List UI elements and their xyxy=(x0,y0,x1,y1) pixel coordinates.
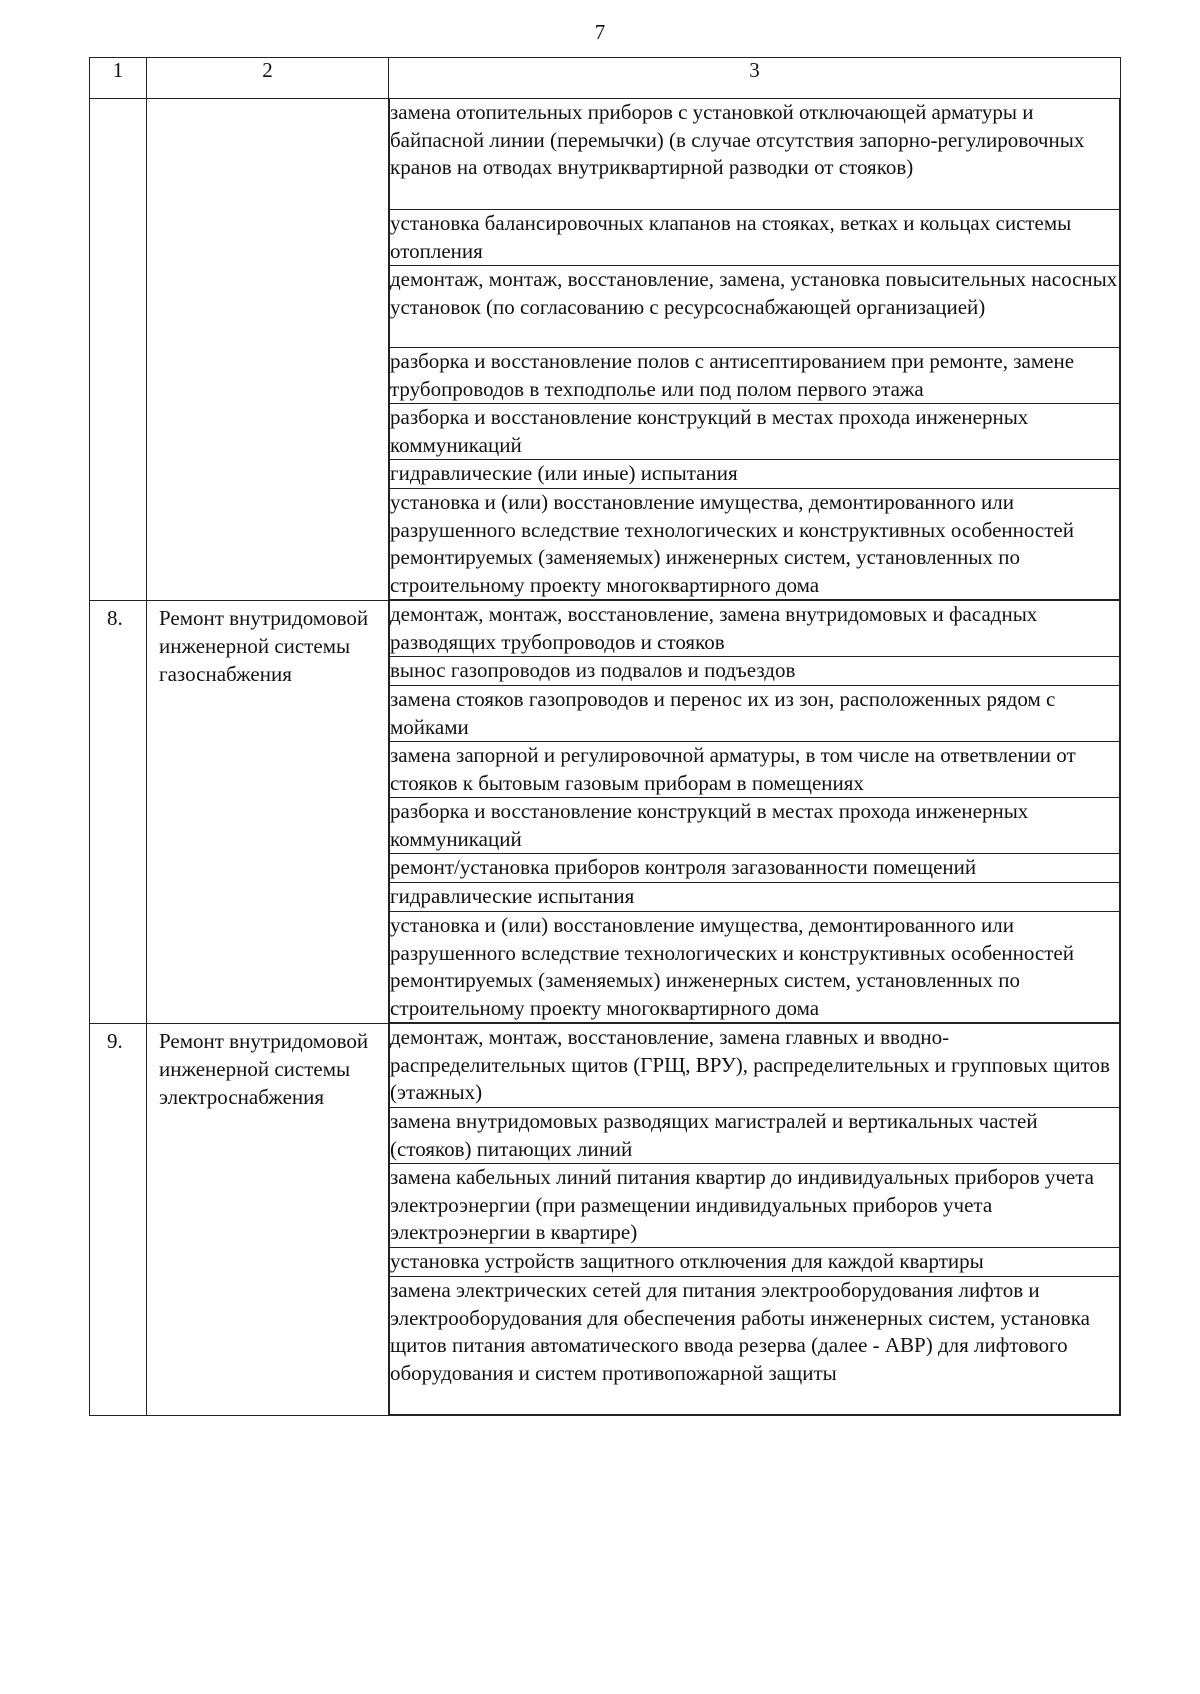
works-list xyxy=(389,99,1120,600)
work-item: установка устройств защитного отключения для каждой квартиры xyxy=(390,1248,1120,1277)
work-item: демонтаж, монтаж, восстановление, замена главных и вводно-распределительных щитов (ГРЩ, ВРУ), распределительных и групповых щитов (этажных) xyxy=(390,1024,1120,1108)
works-list xyxy=(389,1024,1120,1415)
section-row-heating-continued xyxy=(90,99,1121,601)
work-item: гидравлические испытания xyxy=(390,883,1120,912)
work-item: демонтаж, монтаж, восстановление, замена, установка повысительных насосных установок (по согласованию с ресурсоснабжающей организацией) xyxy=(390,266,1120,348)
section-name: Ремонт внутридомовой инженерной системы электроснабжения xyxy=(147,1024,389,1416)
work-item: замена запорной и регулировочной арматуры, в том числе на ответвлении от стояков к бытовым газовым приборам в помещениях xyxy=(390,742,1120,798)
work-item: замена внутридомовых разводящих магистралей и вертикальных частей (стояков) питающих линий xyxy=(390,1108,1120,1164)
work-item: установка балансировочных клапанов на стояках, ветках и кольцах системы отопления xyxy=(390,210,1120,266)
section-name xyxy=(147,99,389,601)
table-header-row xyxy=(90,58,1121,99)
work-item: замена кабельных линий питания квартир до индивидуальных приборов учета электроэнергии (при размещении индивидуальных приборов учета электроэнергии в квартире) xyxy=(390,1164,1120,1248)
work-item: установка и (или) восстановление имущества, демонтированного или разрушенного вследствие технологических и конструктивных особенностей ремонтируемых (заменяемых) инженерных систем, установленных по строительному проекту многоквартирного дома xyxy=(390,912,1120,1023)
work-item: демонтаж, монтаж, восстановление, замена внутридомовых и фасадных разводящих трубопроводов и стояков xyxy=(390,601,1120,657)
page-number: 7 xyxy=(594,20,606,44)
work-item: замена отопительных приборов с установкой отключающей арматуры и байпасной линии (перемычки) (в случае отсутствия запорно-регулировочных кранов на отводах внутриквартирной разводки от стояков) xyxy=(390,99,1120,210)
section-row-electricity xyxy=(90,1024,1121,1416)
work-item: разборка и восстановление конструкций в местах прохода инженерных коммуникаций xyxy=(390,798,1120,854)
work-item: установка и (или) восстановление имущества, демонтированного или разрушенного вследствие технологических и конструктивных особенностей ремонтируемых (заменяемых) инженерных систем, установленных по строительному проекту многоквартирного дома xyxy=(390,489,1120,600)
header-col-3: 3 xyxy=(389,58,1121,99)
section-number: 8. xyxy=(90,601,147,1024)
section-number: 9. xyxy=(90,1024,147,1416)
section-name: Ремонт внутридомовой инженерной системы газоснабжения xyxy=(147,601,389,1024)
work-item: ремонт/установка приборов контроля загазованности помещений xyxy=(390,854,1120,883)
work-item: замена электрических сетей для питания электрооборудования лифтов и электрооборудования для обеспечения работы инженерных систем, установка щитов питания автоматического ввода резерва (далее - АВР) для лифтового оборудования и систем противопожарной защиты xyxy=(390,1277,1120,1415)
work-item: гидравлические (или иные) испытания xyxy=(390,460,1120,489)
work-item: разборка и восстановление конструкций в местах прохода инженерных коммуникаций xyxy=(390,404,1120,460)
section-works xyxy=(389,1024,1121,1416)
work-item: разборка и восстановление полов с антисептированием при ремонте, замене трубопроводов в техподполье или под полом первого этажа xyxy=(390,348,1120,404)
section-number xyxy=(90,99,147,601)
section-works xyxy=(389,99,1121,601)
works-table xyxy=(89,57,1121,1416)
section-row-gas xyxy=(90,601,1121,1024)
section-works xyxy=(389,601,1121,1024)
header-col-1: 1 xyxy=(90,58,147,99)
header-col-2: 2 xyxy=(147,58,389,99)
work-item: замена стояков газопроводов и перенос их из зон, расположенных рядом с мойками xyxy=(390,686,1120,742)
work-item: вынос газопроводов из подвалов и подъездов xyxy=(390,657,1120,686)
works-list xyxy=(389,601,1120,1023)
